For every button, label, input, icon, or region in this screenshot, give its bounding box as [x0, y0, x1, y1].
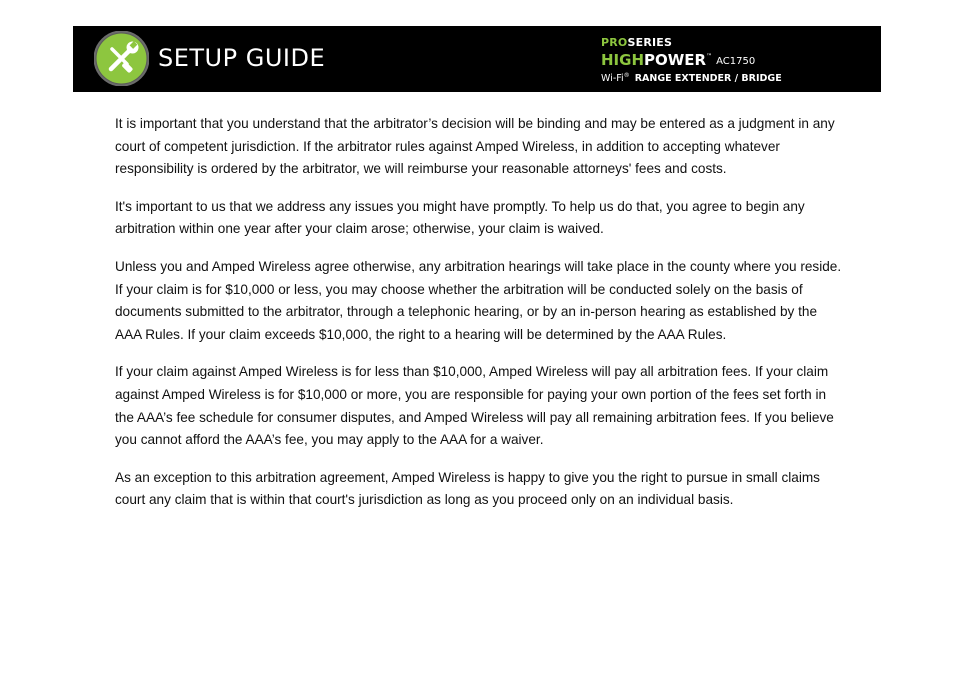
- paragraph: Unless you and Amped Wireless agree otherwise, any arbitration hearings will take place in the county where you reside. If your claim is for $10,000 or less, you may choose whether the arbitration will be conducted solely on the basis of documents submitted to the arbitrator, through a telephonic hearing, or by an in-person hearing as established by the AAA Rules. If your claim exceeds $10,000, the right to a hearing will be determined by the AAA Rules.: [115, 258, 842, 342]
- header-banner: [73, 26, 881, 92]
- paragraph: It's important to us that we address any issues you might have promptly. To help us do that, you agree to begin any arbitration within one year after your claim arose; otherwise, your claim is waived.: [115, 198, 805, 237]
- paragraph: It is important that you understand that the arbitrator’s decision will be binding and may be entered as a judgment in any court of competent jurisdiction. If the arbitrator rules against Amped Wireless, in addition to accepting whatever responsibility is ordered by the arbitrator, we will reimburse your reasonable attorneys' fees and costs.: [115, 116, 835, 177]
- tools-icon: [94, 31, 149, 86]
- document-body: [115, 113, 845, 527]
- product-brand: [601, 36, 871, 85]
- paragraph: As an exception to this arbitration agreement, Amped Wireless is happy to give you the right to pursue in small claims court any claim that is within that court's jurisdiction as long as you proceed only on an individual basis.: [115, 469, 820, 508]
- setup-guide-title: SETUP GUIDE: [158, 44, 326, 72]
- brand-highpower: HIGHPOWER™ AC1750: [601, 51, 756, 69]
- brand-product-line: Wi-Fi® RANGE EXTENDER / BRIDGE: [601, 72, 782, 84]
- brand-series: PROSERIES: [601, 36, 673, 49]
- paragraph: If your claim against Amped Wireless is for less than $10,000, Amped Wireless will pay all arbitration fees. If your claim against Amped Wireless is for $10,000 or more, you are responsible for paying your own portion of the fees set forth in the AAA’s fee schedule for consumer disputes, and Amped Wireless will pay all remaining arbitration fees. If you believe you cannot afford the AAA’s fee, you may apply to the AAA for a waiver.: [115, 364, 834, 448]
